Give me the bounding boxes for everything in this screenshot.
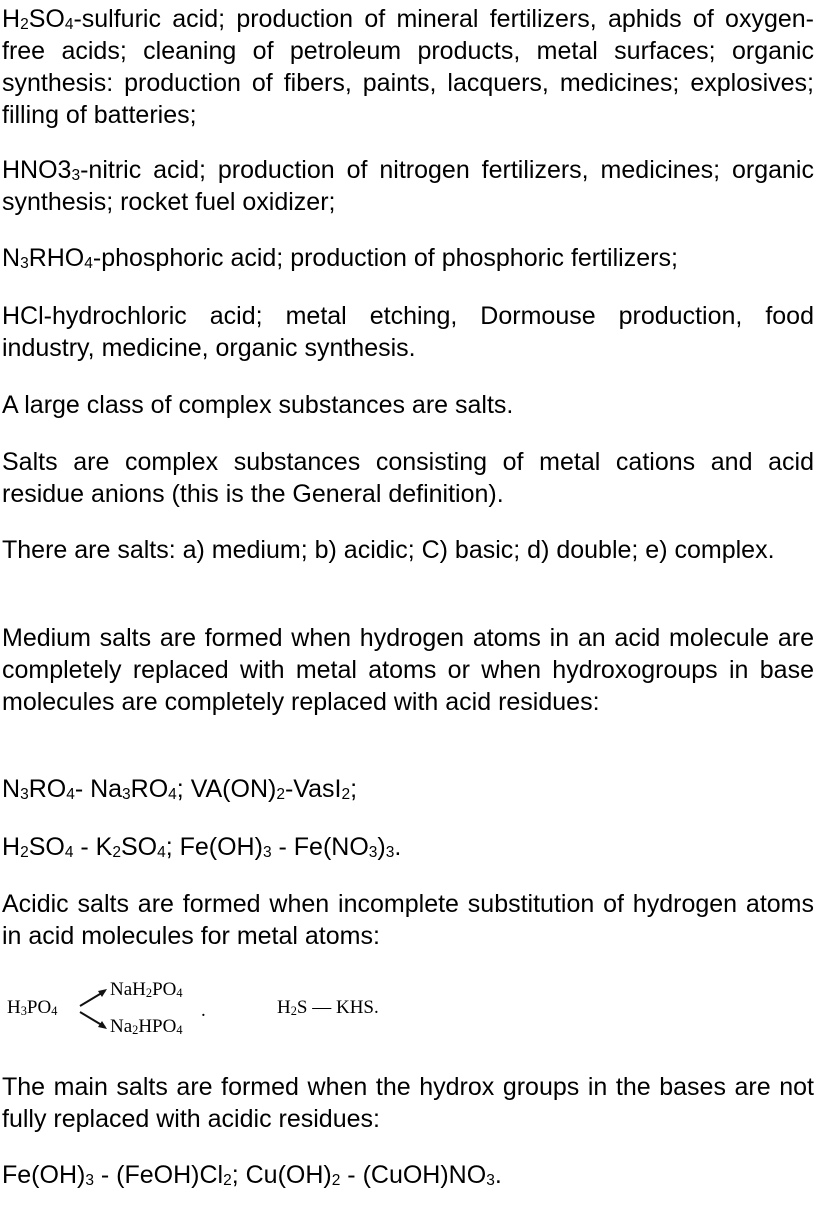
formula-text: - Na: [74, 775, 123, 803]
formula-subscript: 4: [168, 785, 177, 803]
formula-text: NaH: [110, 979, 146, 1000]
formula-subscript: 4: [64, 15, 74, 33]
paragraph-text: -phosphoric acid; production of phosphoric fertilizers;: [92, 244, 678, 272]
formula-subscript: 2: [223, 1171, 232, 1189]
formula-subscript: 4: [84, 254, 93, 272]
formula-text: H: [2, 5, 21, 33]
formula-text: PO: [26, 997, 52, 1018]
formula-subscript: 3: [20, 254, 29, 272]
formula-text: RO: [130, 775, 169, 803]
equation-top-formula: [110, 979, 183, 1001]
formula-subscript: 3: [20, 785, 29, 803]
formula-text: Na: [110, 1016, 133, 1037]
paragraph-salt-types: There are salts: a) medium; b) acidic; C) basic; d) double; e) complex.: [2, 536, 775, 564]
equation-left-formula: [7, 997, 57, 1019]
formula-text: RO: [28, 775, 67, 803]
formula-subscript: 2: [132, 1022, 139, 1037]
paragraph-salts-definition: Salts are complex substances consisting of metal cations and acid residue anions (this is the General definition).: [2, 448, 814, 508]
formula-subscript: 2: [290, 1003, 297, 1018]
branch-arrows-icon: [78, 978, 110, 1042]
formula-subscript: 2: [145, 985, 153, 1000]
formula-text: - (CuOH)NO: [340, 1161, 487, 1189]
formula-subscript: 2: [112, 843, 121, 861]
formula-subscript: 3: [85, 1171, 94, 1189]
formula-text: HNO3: [2, 156, 72, 184]
formula-subscript: 2: [331, 1171, 341, 1189]
formula-line-medium-salts-2: [2, 831, 814, 863]
formula-subscript: 3: [385, 843, 395, 861]
formula-text: H: [2, 833, 21, 861]
formula-subscript: 4: [157, 843, 166, 861]
formula-text: N: [2, 775, 21, 803]
formula-text: N: [2, 244, 21, 272]
formula-subscript: 2: [20, 843, 29, 861]
formula-text: SO: [28, 833, 65, 861]
formula-line-main-salts: [2, 1159, 814, 1191]
formula-text: HPO: [138, 1016, 177, 1037]
formula-subscript: 3: [262, 843, 272, 861]
formula-text: - Fe(NO: [271, 833, 369, 861]
formula-text: ; Fe(OH): [165, 833, 263, 861]
formula-subscript: 2: [276, 785, 285, 803]
formula-text: -VasI: [284, 775, 342, 803]
formula-line-medium-salts-1: [2, 773, 814, 805]
equation-dot: .: [201, 1000, 206, 1021]
formula-subscript: 4: [51, 1003, 58, 1018]
formula-subscript: 2: [341, 785, 351, 803]
formula-subscript: 3: [20, 1003, 27, 1018]
formula-subscript: 4: [66, 785, 75, 803]
formula-text: S — KHS.: [296, 997, 379, 1018]
formula-text: - K: [73, 833, 113, 861]
paragraph-main-salts: The main salts are formed when the hydrox groups in the bases are not fully replaced with acidic residues:: [2, 1073, 814, 1133]
paragraph-medium-salts: Medium salts are formed when hydrogen atoms in an acid molecule are completely replaced with metal atoms or when hydroxogroups in base molecules are completely replaced with acid residues:: [2, 624, 814, 716]
formula-subscript: 3: [71, 166, 81, 184]
paragraph-sulfuric-acid: [2, 3, 814, 131]
formula-subscript: 4: [176, 1022, 183, 1037]
formula-text: ): [377, 833, 386, 861]
formula-text: SO: [120, 833, 158, 861]
formula-text: .: [394, 833, 402, 861]
formula-text: RHO: [28, 244, 85, 272]
formula-text: ; VA(ON): [176, 775, 277, 803]
formula-text: .: [494, 1161, 502, 1189]
formula-subscript: 3: [122, 785, 131, 803]
paragraph-text: -sulfuric acid; production of mineral fertilizers, aphids of oxygen-free acids; cleaning of petroleum products, metal surfaces; organic synthesis: production of fibers, paints, lacquers, medicines; explosives; filling of batteries;: [2, 5, 814, 129]
formula-text: PO: [152, 979, 177, 1000]
formula-text: H: [277, 997, 291, 1018]
formula-text: ; Cu(OH): [231, 1161, 332, 1189]
equation-right-formula: [277, 997, 379, 1019]
formula-subscript: 3: [486, 1171, 495, 1189]
formula-text: SO: [28, 5, 65, 33]
formula-text: Fe(OH): [2, 1161, 86, 1189]
paragraph-text: -nitric acid; production of nitrogen fertilizers, medicines; organic synthesis; rocket fuel oxidizer;: [2, 156, 814, 216]
paragraph-hydrochloric-acid: HCl-hydrochloric acid; metal etching, Dormouse production, food industry, medicine, organic synthesis.: [2, 302, 814, 362]
paragraph-phosphoric-acid: [2, 242, 814, 274]
formula-subscript: 3: [368, 843, 378, 861]
formula-subscript: 4: [64, 843, 74, 861]
formula-text: ;: [350, 775, 358, 803]
paragraph-nitric-acid: [2, 154, 814, 218]
equation-bottom-formula: [110, 1016, 183, 1038]
formula-subscript: 4: [176, 985, 183, 1000]
formula-subscript: 2: [20, 15, 29, 33]
paragraph-salts-intro: A large class of complex substances are salts.: [2, 391, 514, 419]
formula-text: H: [7, 997, 21, 1018]
formula-text: - (FeOH)Cl: [93, 1161, 224, 1189]
paragraph-acidic-salts: Acidic salts are formed when incomplete substitution of hydrogen atoms in acid molecules for metal atoms:: [2, 890, 814, 950]
